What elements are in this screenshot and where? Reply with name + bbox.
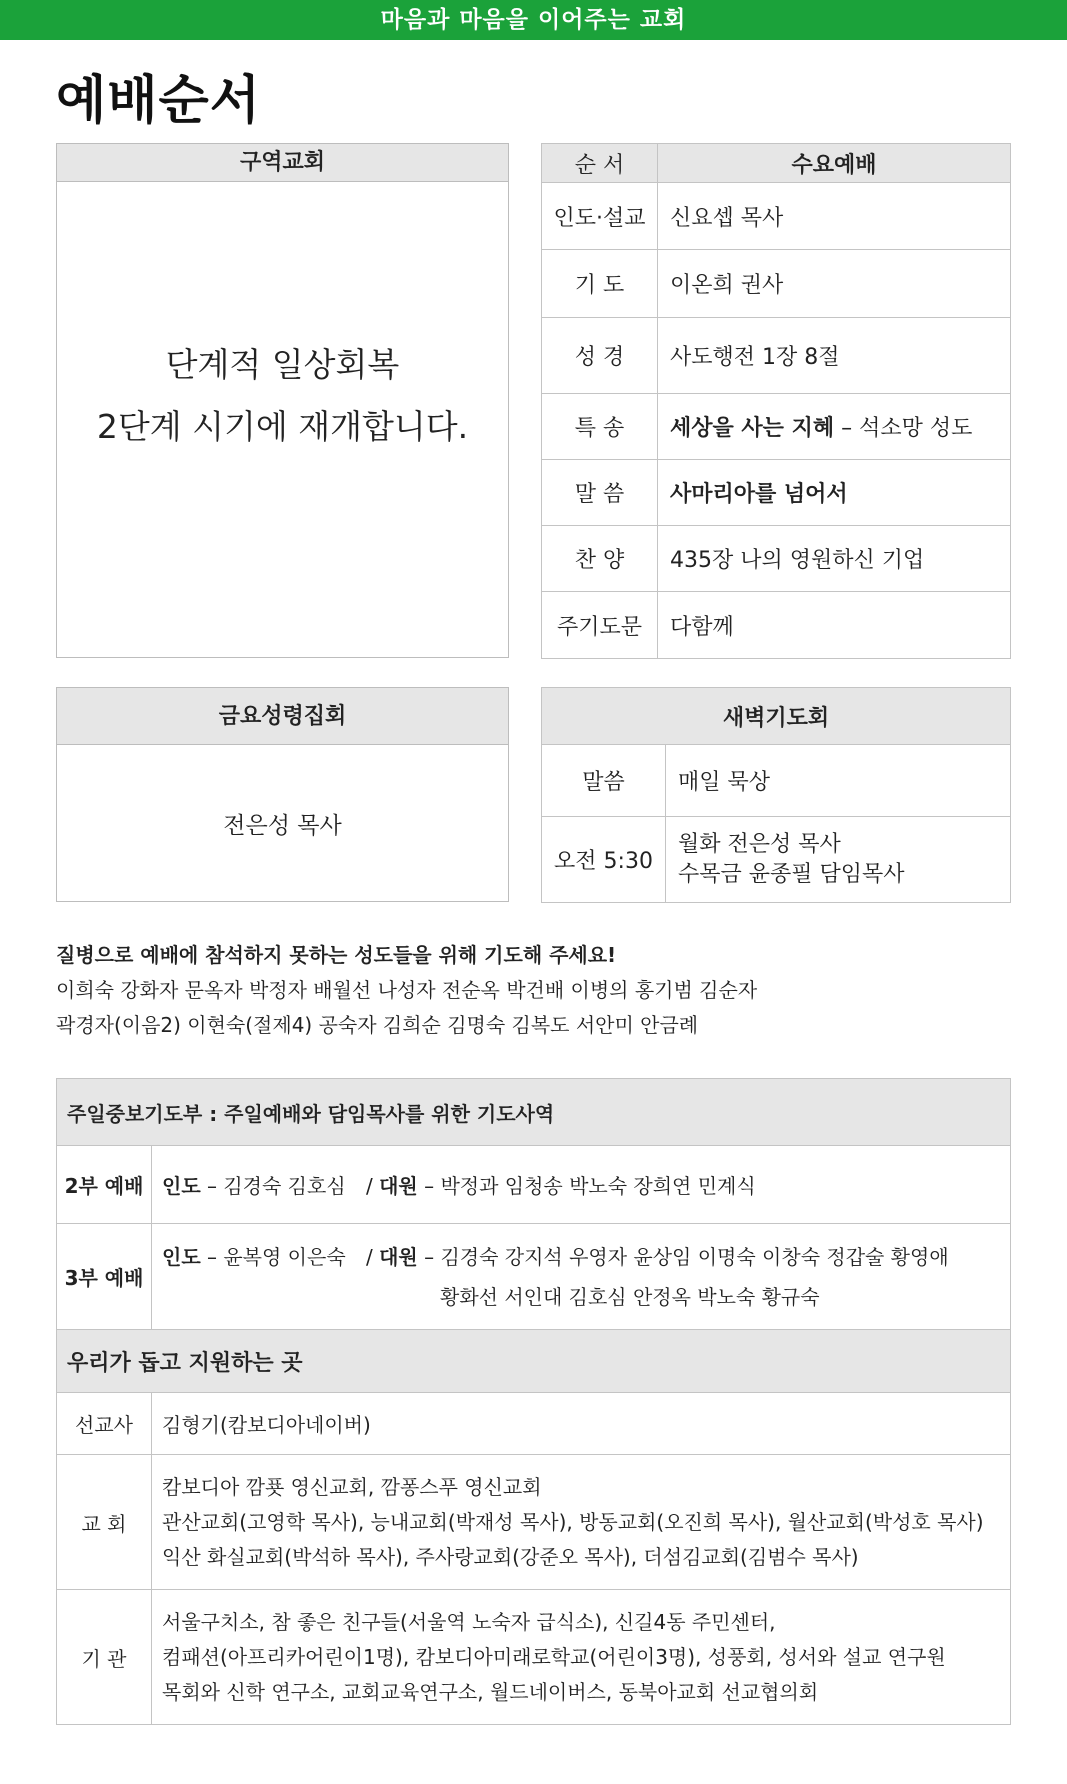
row-value-sermon: 사마리아를 넘어서 [658,460,1011,526]
row-value-special-song [658,394,1011,460]
friday-service-leader: 전은성 목사 [223,812,342,839]
special-song-title: 세상을 사는 지혜 [670,416,835,441]
notice-line-1: 단계적 일상회복 [165,345,400,384]
institutions-line-1: 서울구치소, 참 좋은 친구들(서울역 노숙자 급식소), 신길4동 주민센터, [162,1609,776,1634]
district-church-notice [57,334,508,458]
service2-lead-label: 인도 [162,1174,201,1198]
service2-lead-names: – 김경숙 김호심 [200,1174,346,1198]
order-column-header: 순 서 [542,144,658,183]
row-value-scripture: 사도행전 1장 8절 [658,318,1011,394]
service3-label: 3부 예배 [57,1224,152,1330]
support-label-churches: 교 회 [57,1455,152,1590]
support-header: 우리가 돕고 지원하는 곳 [57,1330,1011,1393]
prayer-request-section [56,938,1016,1043]
row-label-lords-prayer: 주기도문 [542,592,658,659]
dawn-leader-line-1: 월화 전은성 목사 [678,831,841,857]
intercession-support-box [56,1078,1011,1725]
prayer-request-names-2: 곽경자(이음2) 이현숙(절제4) 공숙자 김희순 김명숙 김복도 서안미 안금례 [56,1013,699,1037]
service2-group-label: 대원 [379,1174,418,1198]
prayer-request-title: 질병으로 예배에 참석하지 못하는 성도들을 위해 기도해 주세요! [56,943,617,967]
special-song-performer: – 석소망 성도 [834,416,973,441]
support-missionary: 김형기(캄보디아네이버) [152,1393,1011,1455]
churches-line-1: 캄보디아 깜푯 영신교회, 깜퐁스푸 영신교회 [162,1474,542,1499]
row-label-scripture: 성 경 [542,318,658,394]
service2-group-names: – 박정과 임청송 박노숙 장희연 민계식 [417,1174,756,1198]
intercession-header: 주일중보기도부 : 주일예배와 담임목사를 위한 기도사역 [57,1079,1011,1146]
row-value-lords-prayer: 다함께 [658,592,1011,659]
service3-group-label: 대원 [379,1244,418,1269]
support-label-institutions: 기 관 [57,1590,152,1725]
row-label-sermon: 말 씀 [542,460,658,526]
service3-slash: / [366,1244,380,1269]
service3-group-names: – 김경숙 강지석 우영자 윤상임 이명숙 이창숙 정갑술 황영애 [417,1244,949,1269]
service3-line-1 [162,1237,1010,1277]
row-label-leader: 인도·설교 [542,183,658,250]
support-institutions [152,1590,1011,1725]
service3-line-2: 황화선 서인대 김호심 안정옥 박노숙 황규숙 [440,1284,820,1309]
service3-lead-label: 인도 [162,1244,201,1269]
wednesday-column-header: 수요예배 [658,144,1011,183]
top-banner: 마음과 마음을 이어주는 교회 [0,0,1067,40]
dawn-prayer-header: 새벽기도회 [542,688,1011,745]
friday-service-header: 금요성령집회 [57,688,508,745]
institutions-line-3: 목회와 신학 연구소, 교회교육연구소, 월드네이버스, 동북아교회 선교협의회 [162,1679,819,1704]
notice-line-2: 2단계 시기에 재개합니다. [96,407,469,446]
prayer-request-names-1: 이희숙 강화자 문옥자 박정자 배월선 나성자 전순옥 박건배 이병의 홍기범 김순자 [56,978,758,1002]
row-value-prayer: 이온희 권사 [658,250,1011,318]
row-value-hymn: 435장 나의 영원하신 기업 [658,526,1011,592]
row-label-prayer: 기 도 [542,250,658,318]
dawn-prayer-table [541,687,1011,903]
service2-slash: / [366,1174,380,1198]
service2-team [152,1146,1011,1224]
dawn-leader-line-2: 수목금 윤종필 담임목사 [678,861,905,887]
intercession-support-table [56,1078,1011,1725]
wednesday-service-box [541,143,1011,658]
dawn-value-sermon: 매일 묵상 [666,745,1011,817]
row-label-special-song: 특 송 [542,394,658,460]
row-label-hymn: 찬 양 [542,526,658,592]
churches-line-2: 관산교회(고영학 목사), 능내교회(박재성 목사), 방동교회(오진희 목사), 월산교회(박성호 목사) [162,1509,984,1534]
district-church-header: 구역교회 [57,144,508,182]
service3-lead-names: – 윤복영 이은숙 [200,1244,346,1269]
page-title: 예배순서 [56,71,261,131]
dawn-label-sermon: 말씀 [542,745,666,817]
district-church-box [56,143,509,658]
churches-line-3: 익산 화실교회(박석하 목사), 주사랑교회(강준오 목사), 더섬김교회(김범수 목사) [162,1544,859,1569]
support-churches [152,1455,1011,1590]
dawn-label-time: 오전 5:30 [542,817,666,903]
dawn-value-time [666,817,1011,903]
service3-team [152,1224,1011,1330]
service2-label: 2부 예배 [57,1146,152,1224]
dawn-prayer-box [541,687,1011,902]
friday-service-box [56,687,509,902]
row-value-leader: 신요셉 목사 [658,183,1011,250]
institutions-line-2: 컴패션(아프리카어린이1명), 캄보디아미래로학교(어린이3명), 성풍회, 성서와 설교 연구원 [162,1644,946,1669]
wednesday-service-table [541,143,1011,659]
support-label-missionary: 선교사 [57,1393,152,1455]
